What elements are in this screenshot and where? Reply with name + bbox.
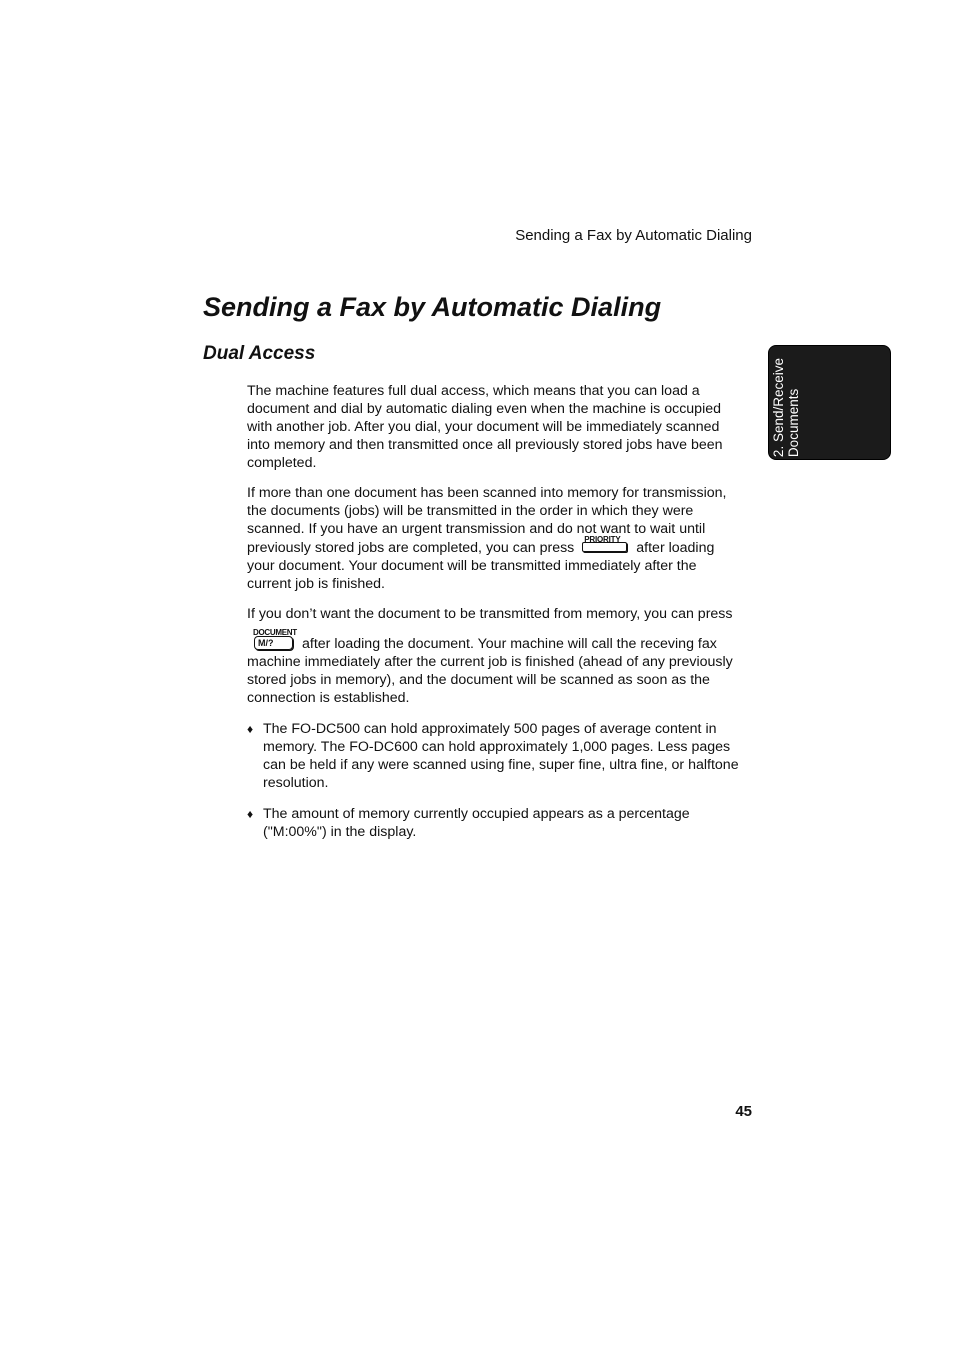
diamond-bullet-icon: ♦ <box>247 807 254 821</box>
paragraph-priority-after-key: after loading your document. Your document will be transmitted immediately after the current job is finished. <box>247 540 715 592</box>
running-header: Sending a Fax by Automatic Dialing <box>515 227 752 244</box>
paragraph-document-key-line <box>247 628 733 706</box>
diamond-bullet-icon: ♦ <box>247 722 254 736</box>
document-key-icon <box>253 624 297 654</box>
document-key-label: DOCUMENT <box>253 628 297 637</box>
paragraph-document-intro: If you don’t want the document to be transmitted from memory, you can press <box>247 606 733 622</box>
priority-key-label: PRIORITY <box>584 535 621 544</box>
paragraph-priority-intro: If more than one document has been scanned into memory for transmission, the documents (jobs) will be transmitted in the order in which they were scanned. If you have an urgent transmission and do not want to wait until <box>247 485 727 537</box>
note-list <box>247 720 743 841</box>
chapter-side-tab-line1: 2. Send/Receive <box>771 357 786 457</box>
list-item-text: The FO-DC500 can hold approximately 500 pages of average content in memory. The FO-DC600 can hold approximately 1,000 pages. Less pages can be held if any were scanned using fine, super fine, ultra fine, or halftone resolution. <box>263 721 739 791</box>
chapter-side-tab <box>768 345 891 460</box>
list-item <box>247 805 743 841</box>
page-title: Sending a Fax by Automatic Dialing <box>203 292 662 322</box>
paragraph-priority-before-key: previously stored jobs are completed, you can press <box>247 540 575 556</box>
list-item <box>247 720 743 792</box>
paragraph-document-after-key: after loading the document. Your machine will call the receving fax machine immediately after the current job is finished (ahead of any previously stored jobs in memory), and the document will be scanned as soon as the connection is established. <box>247 636 733 706</box>
paragraph-document-key <box>247 605 743 707</box>
chapter-side-tab-line2: Documents <box>786 388 801 457</box>
paragraph-dual-access: The machine features full dual access, which means that you can load a document and dial by automatic dialing even when the machine is occupied with another job. After you dial, your document will be immediately scanned into memory and then transmitted once all previously stored jobs have been completed. <box>247 383 723 471</box>
document-key-face: M/? <box>254 636 293 650</box>
section-subtitle: Dual Access <box>203 343 316 364</box>
paragraph-priority <box>247 484 743 593</box>
body-text <box>247 382 743 854</box>
page-number: 45 <box>735 1103 752 1120</box>
priority-key-icon <box>582 535 628 554</box>
list-item-text: The amount of memory currently occupied appears as a percentage ("M:00%") in the display. <box>263 806 690 840</box>
chapter-side-tab-text <box>771 358 801 457</box>
priority-key-box <box>582 542 627 552</box>
